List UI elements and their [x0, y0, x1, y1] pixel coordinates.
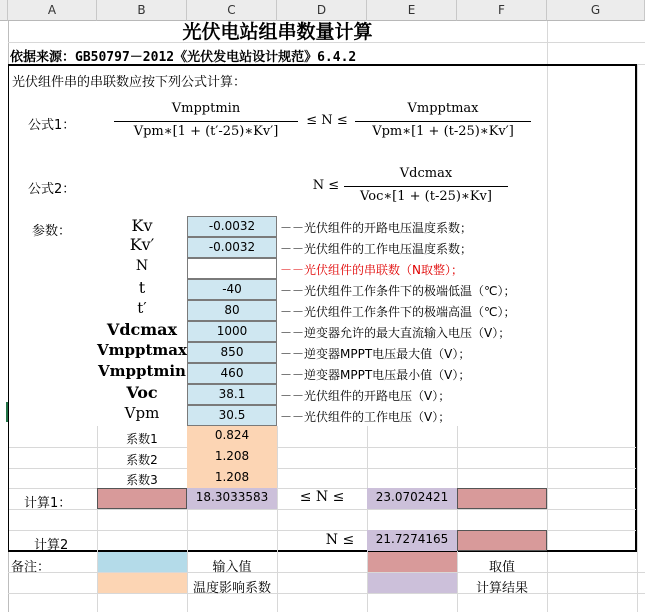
row-selection-marker [6, 402, 8, 422]
param-symbol: t′ [137, 299, 147, 317]
calc2-label: 计算2 [34, 538, 69, 553]
legend-swatch-input [98, 552, 187, 572]
gridline [9, 447, 636, 448]
legend-swatch-take [368, 552, 457, 572]
param-desc-highlight: －－光伏组件的串联数（N取整）； [280, 263, 463, 277]
fraction-bar [355, 121, 531, 122]
param-symbol: Vdcmax [106, 320, 178, 339]
fraction-bar [344, 186, 508, 187]
legend-swatch-result [368, 573, 457, 593]
legend-swatch-coef [98, 573, 187, 593]
gridline [8, 593, 645, 594]
formula1-left-numerator: Vmpptmin [171, 101, 241, 116]
page-title: 光伏电站组串数量计算 [182, 21, 373, 43]
calc1-taken-lower[interactable] [97, 488, 187, 509]
param-desc: －－光伏组件的开路电压（V）； [280, 389, 451, 403]
param-symbol: Vmpptmax [97, 341, 187, 359]
param-input-vdcmax[interactable]: 1000 [187, 321, 277, 342]
legend-take-label: 取值 [488, 560, 515, 575]
formula1-right-denominator: Vpm∗[1 + (t-25)∗Kv′] [372, 124, 514, 139]
column-header-a[interactable]: A [8, 0, 97, 21]
calc1-lower-result[interactable]: 18.3033583 [187, 488, 277, 509]
param-desc: －－逆变器MPPT电压最小值（V）； [280, 368, 471, 382]
param-desc: －－光伏组件工作条件下的极端低温（℃）； [280, 284, 516, 298]
param-input-t-prime[interactable]: 80 [187, 300, 277, 321]
param-symbol: N [135, 258, 149, 274]
gridline [9, 468, 636, 469]
calc2-upper-result[interactable]: 21.7274165 [367, 530, 457, 551]
fraction-bar [114, 121, 298, 122]
formula1-right-numerator: Vmpptmax [407, 101, 479, 116]
param-symbol: Kv [131, 216, 153, 235]
param-symbol: t [138, 278, 146, 297]
params-label: 参数： [32, 224, 72, 239]
formula2-denominator: Voc∗[1 + (t-25)∗Kv] [360, 189, 492, 204]
param-input-vmpptmax[interactable]: 850 [187, 342, 277, 363]
column-header-d[interactable]: D [277, 0, 367, 21]
intro-text: 光伏组件串的串联数应按下列公式计算： [12, 75, 247, 90]
param-input-n[interactable] [187, 258, 277, 279]
param-desc: －－光伏组件的开路电压温度系数； [280, 221, 473, 235]
calc1-operator: ≤ N ≤ [299, 489, 345, 505]
legend-result-label: 计算结果 [475, 581, 528, 596]
column-header-e[interactable]: E [367, 0, 457, 21]
column-header-c[interactable]: C [187, 0, 277, 21]
corner-cell[interactable] [0, 0, 8, 21]
gridline [547, 551, 548, 612]
calc2-operator: N ≤ [325, 532, 355, 548]
gridline [277, 551, 278, 612]
column-header-b[interactable]: B [97, 0, 187, 21]
param-input-voc[interactable]: 38.1 [187, 384, 277, 405]
param-symbol: Kv′ [129, 235, 155, 254]
basis-text: 依据来源：GB50797－2012《光伏发电站设计规范》6.4.2 [10, 50, 357, 65]
param-desc: －－光伏组件的工作电压（V）； [280, 410, 451, 424]
coefficient-value-3[interactable]: 1.208 [187, 468, 277, 488]
notes-label: 备注： [11, 560, 51, 575]
param-input-kv[interactable]: -0.0032 [187, 216, 277, 237]
calc1-taken-upper[interactable] [457, 488, 547, 509]
param-desc: －－光伏组件工作条件下的极端高温（℃）； [280, 305, 516, 319]
param-symbol: Voc [126, 383, 158, 402]
coefficient-label: 系数1 [126, 432, 158, 446]
column-header-g[interactable]: G [547, 0, 645, 21]
param-desc: －－逆变器允许的最大直流输入电压（V）； [280, 326, 511, 340]
param-symbol: Vpm [124, 404, 160, 422]
calc1-label: 计算1： [24, 496, 72, 511]
formula1-label: 公式1： [28, 118, 76, 133]
coefficient-label: 系数3 [126, 473, 158, 487]
column-header-f[interactable]: F [457, 0, 547, 21]
coefficient-value-1[interactable]: 0.824 [187, 426, 277, 447]
calc2-taken[interactable] [457, 530, 547, 551]
gridline [9, 509, 636, 510]
coefficient-value-2[interactable]: 1.208 [187, 447, 277, 468]
coefficient-label: 系数2 [126, 453, 158, 467]
formula2-numerator: Vdcmax [399, 166, 453, 181]
formula1-left-denominator: Vpm∗[1 + (t′-25)∗Kv′] [133, 124, 279, 139]
param-input-vpm[interactable]: 30.5 [187, 405, 277, 426]
formula2-lhs: N ≤ [312, 178, 340, 193]
param-input-vmpptmin[interactable]: 460 [187, 363, 277, 384]
param-input-kv-prime[interactable]: -0.0032 [187, 237, 277, 258]
calc1-upper-result[interactable]: 23.0702421 [367, 488, 457, 509]
legend-input-label: 输入值 [212, 560, 252, 575]
gridline [637, 64, 638, 612]
formula1-middle: ≤ N ≤ [306, 113, 348, 128]
param-desc: －－光伏组件的工作电压温度系数； [280, 242, 473, 256]
legend-coef-label: 温度影响系数 [192, 581, 271, 596]
param-symbol: Vmpptmin [98, 362, 186, 380]
formula2-label: 公式2： [28, 182, 76, 197]
param-desc: －－逆变器MPPT电压最大值（V）； [280, 347, 471, 361]
param-input-t[interactable]: -40 [187, 279, 277, 300]
